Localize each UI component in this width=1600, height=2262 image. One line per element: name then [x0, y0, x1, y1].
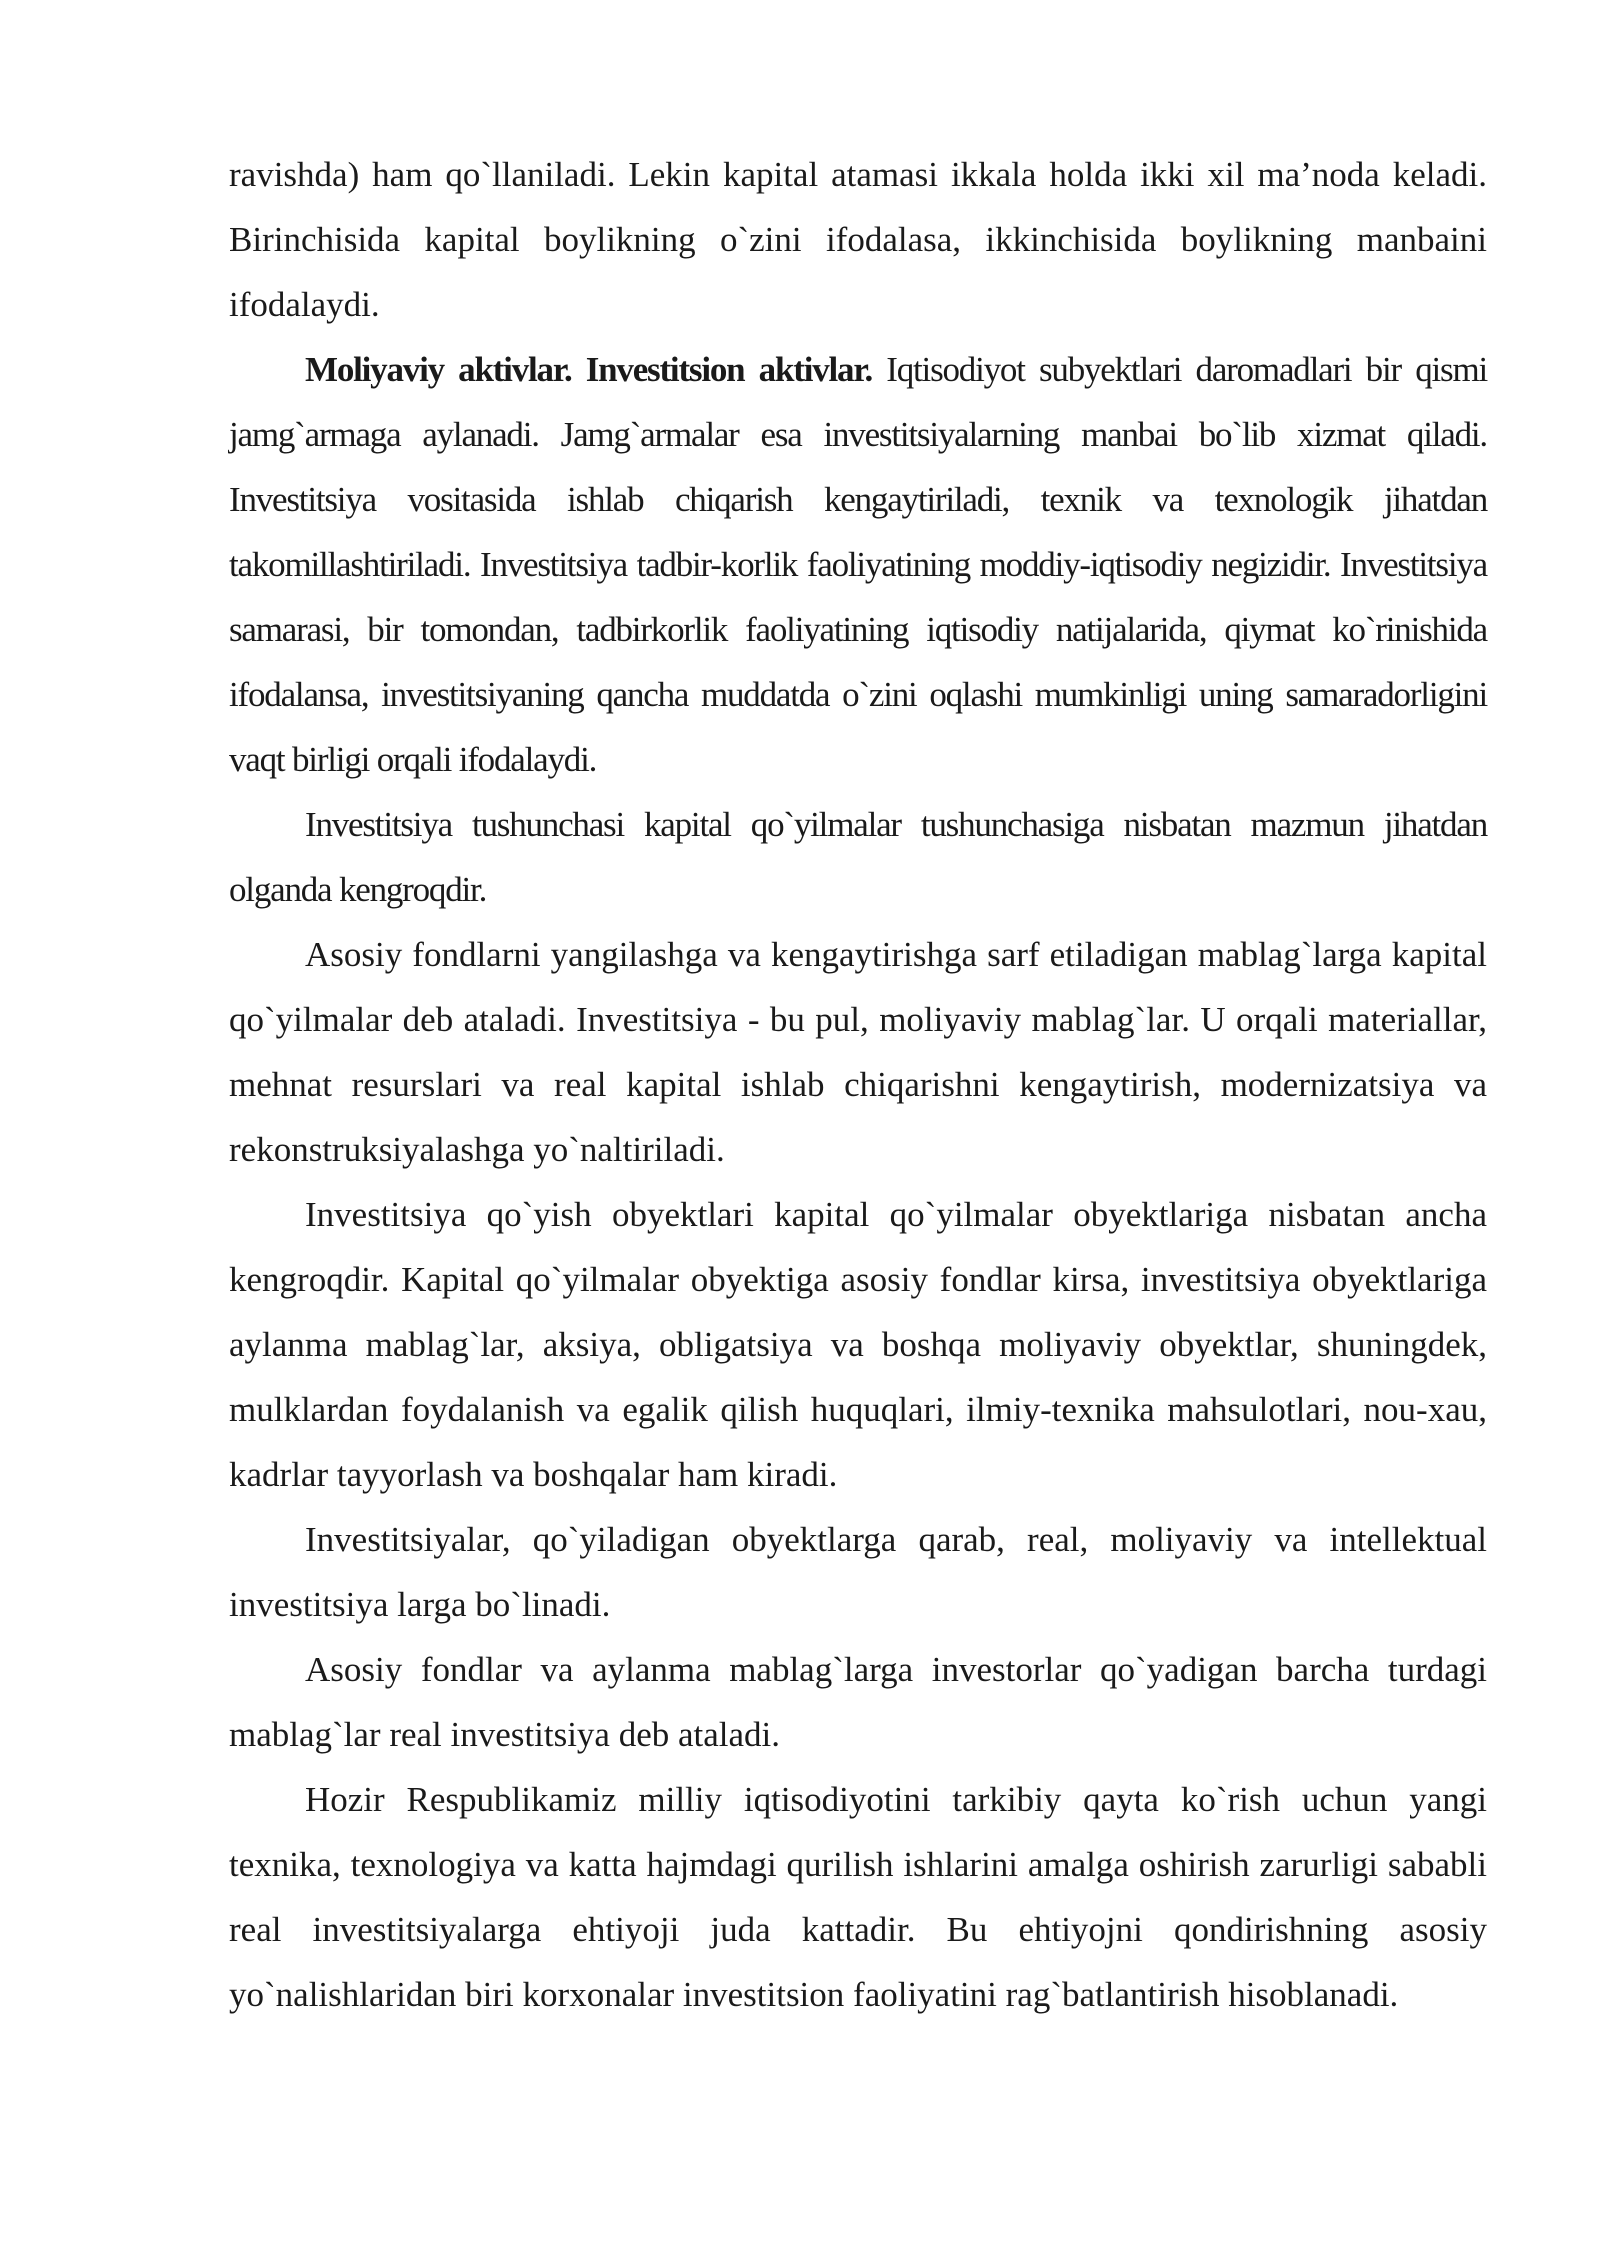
paragraph-8 — [229, 1767, 1487, 2027]
paragraph-6 — [229, 1507, 1487, 1637]
paragraph-7-text: Asosiy fondlar va aylanma mablag`larga investorlar qo`yadigan barcha turdagi mablag`lar real investitsiya deb ataladi. — [229, 1650, 1487, 1754]
paragraph-8-text: Hozir Respublikamiz milliy iqtisodiyotini tarkibiy qayta ko`rish uchun yangi texnika, texnologiya va katta hajmdagi qurilish ishlarini amalga oshirish zarurligi sababli real investitsiyalarga ehtiyoji juda kattadir. Bu ehtiyojni qondirishning asosiy yo`nalishlaridan biri korxonalar investitsion faoliyatini rag`batlantirish hisoblanadi. — [229, 1780, 1487, 2014]
paragraph-1 — [229, 142, 1487, 337]
paragraph-6-text: Investitsiyalar, qo`yiladigan obyektlarga qarab, real, moliyaviy va intellektual investitsiya larga bo`linadi. — [229, 1520, 1487, 1624]
paragraph-3-text: Investitsiya tushunchasi kapital qo`yilmalar tushunchasiga nisbatan mazmun jihatdan olganda kengroqdir. — [229, 805, 1487, 909]
paragraph-2-text: Iqtisodiyot subyektlari daromadlari bir qismi jamg`armaga aylanadi. Jamg`armalar esa investitsiyalarning manbai bo`lib xizmat qiladi. Investitsiya vositasida ishlab chiqarish kengaytiriladi, texnik va texnologik jihatdan takomillashtiriladi. Investitsiya tadbir-korlik faoliyatining moddiy-iqtisodiy negizidir. Investitsiya samarasi, bir tomondan, tadbirkorlik faoliyatining iqtisodiy natijalarida, qiymat ko`rinishida ifodalansa, investitsiyaning qancha muddatda o`zini oqlashi mumkinligi uning samaradorligini vaqt birligi orqali ifodalaydi. — [229, 350, 1487, 779]
document-page — [229, 142, 1487, 2027]
paragraph-2 — [229, 337, 1487, 792]
paragraph-7 — [229, 1637, 1487, 1767]
paragraph-2-heading: Moliyaviy aktivlar. Investitsion aktivlar. — [305, 350, 873, 389]
paragraph-4-text: Asosiy fondlarni yangilashga va kengaytirishga sarf etiladigan mablag`larga kapital qo`yilmalar deb ataladi. Investitsiya - bu pul, moliyaviy mablag`lar. U orqali materiallar, mehnat resurslari va real kapital ishlab chiqarishni kengaytirish, modernizatsiya va rekonstruksiyalashga yo`naltiriladi. — [229, 935, 1487, 1169]
paragraph-4 — [229, 922, 1487, 1182]
paragraph-5 — [229, 1182, 1487, 1507]
paragraph-5-text: Investitsiya qo`yish obyektlari kapital qo`yilmalar obyektlariga nisbatan ancha kengroqdir. Kapital qo`yilmalar obyektiga asosiy fondlar kirsa, investitsiya obyektlariga aylanma mablag`lar, aksiya, obligatsiya va boshqa moliyaviy obyektlar, shuningdek, mulklardan foydalanish va egalik qilish huquqlari, ilmiy-texnika mahsulotlari, nou-xau, kadrlar tayyorlash va boshqalar ham kiradi. — [229, 1195, 1487, 1494]
paragraph-3 — [229, 792, 1487, 922]
paragraph-1-text: ravishda) ham qo`llaniladi. Lekin kapital atamasi ikkala holda ikki xil ma’noda keladi. Birinchisida kapital boylikning o`zini ifodalasa, ikkinchisida boylikning manbaini ifodalaydi. — [229, 155, 1487, 324]
